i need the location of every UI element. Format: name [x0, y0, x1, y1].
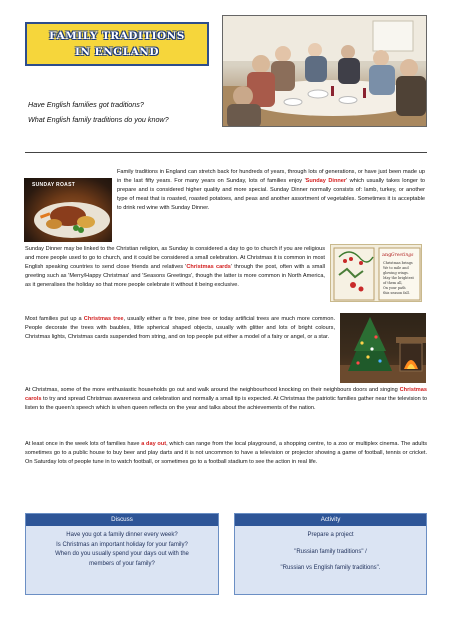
- card-verse-7: this season fall.: [383, 291, 410, 295]
- discuss-heading: Discuss: [26, 514, 218, 526]
- card-verse-4: May the brightest: [383, 276, 414, 280]
- paragraph-day-out: [25, 440, 427, 490]
- family-dinner-photo: [222, 15, 427, 127]
- p3-text-a: Most families put up a: [25, 316, 84, 322]
- discuss-line-1: Have you got a family dinner every week?: [66, 532, 178, 538]
- intro-questions: [28, 97, 218, 127]
- family-dinner-illustration: [223, 16, 427, 127]
- p3-text-b: , usually either a fir tree, pine tree or today artificial trees are much more common. People decorate the trees with baubles, little spherical shaped objects, usually with glitter and lots of bright colours, Christmas lights, Christmas cards suspended from string, and on top people put either a model of a fairy or angel, or a star.: [25, 316, 335, 340]
- card-verse-6: On your path: [383, 286, 406, 290]
- paragraph-christmas-tree: [25, 315, 335, 375]
- card-heading: ang: [382, 252, 392, 258]
- p1-text-b: ' which usually takes longer to prepare and is considered higher quality and more special. Sunday Dinner normally consists of: lamb, turkey, or another type of meat that is roasted, roasted potatoes, and peas and another assortment of vegetables. Sometimes it is acceptable to drink red wine with Sunday Dinner.: [117, 178, 425, 211]
- activity-line-1: Prepare a project: [307, 532, 354, 538]
- p2-highlight: Christmas cards: [186, 264, 231, 270]
- card-verse-5: of them all,: [383, 281, 403, 285]
- p4-text-a: At Christmas, some of the more enthusiastic households go out and walk around the neighbourhood knocking on their neighbours doors and singing: [25, 387, 400, 393]
- discuss-body: [26, 526, 218, 594]
- christmas-tree-photo: [340, 313, 426, 383]
- title-line-1: FAMILY TRADITIONS: [49, 30, 185, 42]
- question-1: Have English families got traditions?: [28, 100, 144, 109]
- activity-panel: [234, 513, 427, 595]
- paragraph-christmas-carols: [25, 386, 427, 432]
- activity-heading: Activity: [235, 514, 426, 526]
- title-line-2: IN ENGLAND: [75, 46, 159, 58]
- paragraph-sunday-dinner: [25, 168, 425, 238]
- p5-highlight: a day out: [141, 441, 167, 447]
- discuss-line-4: members of your family?: [89, 560, 155, 567]
- card-verse-2: We to mile and: [383, 266, 409, 270]
- p1-highlight: Sunday Dinner: [305, 178, 347, 184]
- discuss-panel: [25, 513, 219, 595]
- p3-highlight: Christmas tree: [83, 316, 124, 322]
- p2-text-a: Sunday Dinner may be linked to the Christian religion, as Sunday is considered a day to go to church if you are religious and more people used to go to church, and it could be considered a small celebration. At Christmas it is common in most English speaking countries to send close friends and relatives ': [25, 246, 325, 270]
- activity-line-3: "Russian vs English family traditions".: [280, 565, 381, 571]
- card-greeting: Greetings: [391, 253, 414, 258]
- roast-float-space: [25, 168, 117, 236]
- christmas-card-image: [330, 244, 422, 302]
- card-verse-1: Christmas brings: [383, 261, 413, 265]
- p4-text-b: to try and spread Christmas awareness and celebration and normally a small tip is expected. At Christmas the patriotic families gather near the television to listen to the queen's speech which is when queen reflects on the year and talks about the achievements of the nation.: [25, 396, 427, 411]
- paragraph-christmas-cards: [25, 245, 325, 305]
- p5-text-a: At least once in the week lots of families have: [25, 441, 142, 447]
- p4-highlight: Christmas carols: [25, 387, 427, 402]
- discuss-line-2: Is Christmas an important holiday for your family?: [56, 541, 188, 548]
- divider: [25, 152, 427, 153]
- card-illustration: [331, 245, 422, 302]
- p1-text-a: Family traditions in England can stretch back for hundreds of years, through lots of generations, or have just been made up in the last fifty years. For many years on Sunday, lots of families enjoy ': [117, 169, 425, 184]
- activity-body: [235, 526, 426, 594]
- tree-illustration: [340, 313, 426, 383]
- p2-text-b: ' through the post, often with a small greeting such as 'Merry/Happy Christmas' and 'Seasons Greetings', though the latter is more common in North America, as it generalises the holiday so that more people celebrate it without it being exclusive.: [25, 264, 325, 288]
- card-verse-3: glowing wings.: [383, 271, 409, 275]
- roast-caption: SUNDAY ROAST: [32, 182, 76, 188]
- discuss-line-3: When do you usually spend your days out with the: [55, 551, 189, 557]
- activity-line-2: "Russian family traditions" /: [294, 548, 367, 555]
- question-2: What English family traditions do you know?: [28, 115, 169, 124]
- p5-text-b: , which can range from the local playground, a shopping centre, to a zoo or multiplex cinema. The adults sometimes go to a public house to buy beer and play darts and it is not uncommon to have a television or projector showing a game of football, tennis or cricket. On Saturday lots of people tune in to watch football, or sometimes go to a football stadium to see the action in real life.: [25, 441, 427, 465]
- page-title: [25, 22, 209, 66]
